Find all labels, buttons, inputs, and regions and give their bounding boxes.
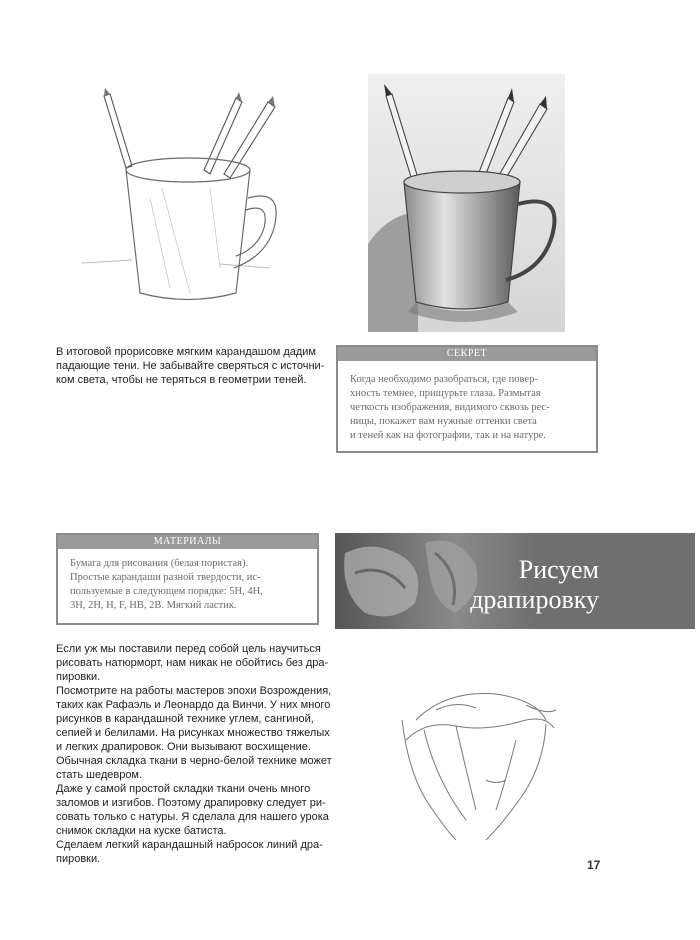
- section-title: Рисуем драпировку: [470, 555, 599, 614]
- materials-box-text: Бумага для рисования (белая пористая). Простые карандаши разной твердости, ис- пользуемые в следующем порядке: 5H, 4H, 3H, 2H, H, F, HB, 2B. Мягкий ластик.: [70, 558, 263, 611]
- page-number: 17: [587, 858, 601, 872]
- main-paragraph: Если уж мы поставили перед собой цель научиться рисовать натюрморт, нам никак не обойтись без дра- пировки. Посмотрите на работы мастеров эпохи Возрождения, таких как Рафаэль и Леонардо да Винчи. У них много рисунков в карандашной технике углем, сангиной, сепией и белилами. На рисунках множество тяжелых и легких драпировок. Они вызывают восхищение. Обычная складка ткани в черно-белой технике может стать шедевром. Даже у самой простой складки ткани очень много заломов и изгибов. Поэтому драпировку следует ри- совать только с натуры. Я сделала для нашего урока снимок складки на куске батиста. Сделаем легкий карандашный набросок линий дра- пировки.: [56, 643, 332, 865]
- secret-box-text: Когда необходимо разобраться, где повер- хность темнее, прищурьте глаза. Размытая четкость изображения, видимого сквозь рес- ницы, покажет вам нужные оттенки света и теней как на фотографии, так и на натуре.: [350, 374, 550, 441]
- section-banner: [335, 533, 695, 629]
- intro-paragraph: В итоговой прорисовке мягким карандашом дадим падающие тени. Не забывайте сверяться с источни- ком света, чтобы не теряться в геометрии теней.: [56, 346, 325, 386]
- mug-shaded-drawing: [368, 74, 565, 332]
- materials-box-header: МАТЕРИАЛЫ: [58, 535, 317, 549]
- secret-box: [336, 345, 598, 453]
- mug-line-sketch: [70, 88, 310, 318]
- secret-box-header: СЕКРЕТ: [338, 347, 596, 361]
- drapery-line-sketch: [396, 680, 566, 850]
- materials-box: [56, 533, 319, 625]
